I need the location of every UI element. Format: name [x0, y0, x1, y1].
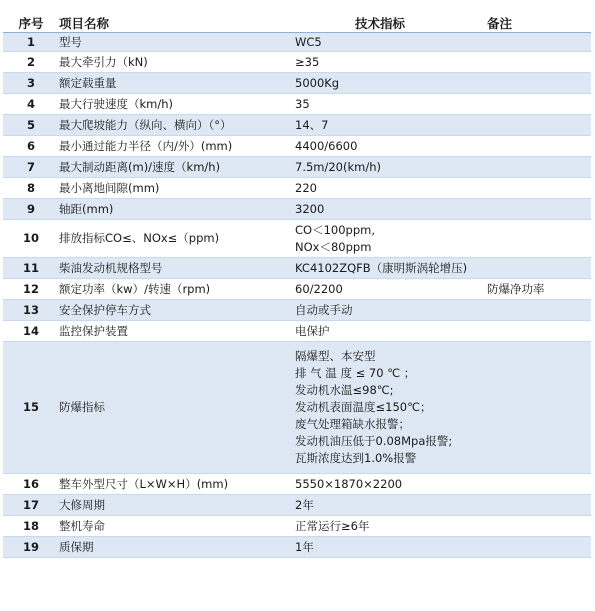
row-item-name: 大修周期: [59, 495, 291, 516]
row-note: [487, 178, 591, 199]
table-row: [3, 33, 591, 52]
spec-line: 电保护: [295, 323, 330, 338]
row-note: [487, 73, 591, 94]
row-number: 7: [3, 157, 59, 178]
header-spec: 技术指标: [291, 13, 487, 33]
spec-line: 1年: [295, 539, 314, 554]
spec-line: 发动机表面温度≤150℃；: [295, 400, 432, 414]
row-note: [487, 52, 591, 73]
table-row: [3, 516, 591, 537]
table-row: [3, 220, 591, 258]
table-row: [3, 279, 591, 300]
table-row: [3, 342, 591, 474]
spec-table: [3, 13, 591, 558]
row-number: 17: [3, 495, 59, 516]
row-item-name: 轴距(mm): [59, 199, 291, 220]
row-note: [487, 136, 591, 157]
row-spec: [291, 495, 487, 516]
table-row: [3, 157, 591, 178]
row-item-name: 监控保护装置: [59, 321, 291, 342]
row-spec: [291, 220, 487, 258]
spec-line: 自动或手动: [295, 302, 353, 317]
row-item-name: 整车外型尺寸（L×W×H）(mm): [59, 474, 291, 495]
table-row: [3, 537, 591, 558]
row-spec: [291, 178, 487, 199]
spec-line: ≥35: [295, 54, 320, 69]
row-item-name: 整机寿命: [59, 516, 291, 537]
row-item-name: 最大制动距离(m)/速度（km/h): [59, 157, 291, 178]
row-item-name: 最小离地间隙(mm): [59, 178, 291, 199]
table-row: [3, 136, 591, 157]
row-spec: [291, 94, 487, 115]
row-note: [487, 474, 591, 495]
row-item-name: 型号: [59, 33, 291, 52]
header-item: 项目名称: [59, 13, 291, 33]
table-row: [3, 300, 591, 321]
row-spec: [291, 537, 487, 558]
row-note: [487, 199, 591, 220]
table-row: [3, 495, 591, 516]
row-item-name: 质保期: [59, 537, 291, 558]
row-spec: [291, 342, 487, 474]
row-number: 3: [3, 73, 59, 94]
row-number: 12: [3, 279, 59, 300]
spec-line: 排 气 温 度 ≤ 70 ℃ ；: [295, 366, 416, 380]
table-row: [3, 94, 591, 115]
spec-line: 2年: [295, 497, 314, 512]
row-spec: [291, 279, 487, 300]
row-item-name: 最大爬坡能力（纵向、横向）（°）: [59, 115, 291, 136]
spec-line: KC4102ZQFB（康明斯涡轮增压): [295, 260, 468, 275]
spec-line: CO＜100ppm,: [295, 222, 375, 237]
row-spec: [291, 157, 487, 178]
row-spec: [291, 300, 487, 321]
row-item-name: 安全保护停车方式: [59, 300, 291, 321]
spec-line: 瓦斯浓度达到1.0%报警: [295, 451, 417, 465]
row-item-name: 额定载重量: [59, 73, 291, 94]
row-note: [487, 342, 591, 474]
header-note: 备注: [487, 13, 591, 33]
row-number: 15: [3, 342, 59, 474]
row-number: 8: [3, 178, 59, 199]
table-header-row: [3, 13, 591, 33]
spec-line: 发动机油压低于0.08Mpa报警;: [295, 434, 453, 448]
row-number: 14: [3, 321, 59, 342]
spec-line: 4400/6600: [295, 138, 358, 153]
table-row: [3, 321, 591, 342]
table-row: [3, 178, 591, 199]
row-spec: [291, 73, 487, 94]
table-row: [3, 474, 591, 495]
spec-line: NOx＜80ppm: [295, 239, 372, 254]
spec-line: 3200: [295, 201, 325, 216]
row-note: [487, 157, 591, 178]
spec-line: 14、7: [295, 117, 329, 132]
row-note: [487, 258, 591, 279]
row-item-name: 额定功率（kw）/转速（rpm): [59, 279, 291, 300]
table-row: [3, 52, 591, 73]
spec-line: 5000Kg: [295, 75, 340, 90]
row-note: [487, 33, 591, 52]
spec-line: 正常运行≥6年: [295, 518, 370, 533]
row-note: [487, 300, 591, 321]
table-body: [3, 33, 591, 558]
table-row: [3, 258, 591, 279]
row-item-name: 最大牵引力（kN): [59, 52, 291, 73]
row-spec: [291, 516, 487, 537]
spec-line: WC5: [295, 34, 322, 49]
row-note: [487, 495, 591, 516]
row-spec: [291, 115, 487, 136]
spec-line: 废气处理箱缺水报警；: [295, 417, 410, 431]
spec-line: 发动机水温≤98℃;: [295, 383, 394, 397]
table-row: [3, 115, 591, 136]
table-row: [3, 199, 591, 220]
spec-line: 35: [295, 96, 310, 111]
row-number: 19: [3, 537, 59, 558]
spec-line: 7.5m/20(km/h): [295, 159, 381, 174]
row-note: [487, 94, 591, 115]
row-item-name: 最小通过能力半径（内/外）(mm): [59, 136, 291, 157]
row-spec: [291, 258, 487, 279]
row-note: 防爆净功率: [487, 279, 591, 300]
row-number: 4: [3, 94, 59, 115]
row-spec: [291, 321, 487, 342]
header-no: 序号: [3, 13, 59, 33]
row-note: [487, 115, 591, 136]
row-item-name: 防爆指标: [59, 342, 291, 474]
row-number: 10: [3, 220, 59, 258]
row-number: 1: [3, 33, 59, 52]
row-number: 18: [3, 516, 59, 537]
spec-line: 220: [295, 180, 317, 195]
row-spec: [291, 52, 487, 73]
row-note: [487, 321, 591, 342]
row-number: 16: [3, 474, 59, 495]
row-number: 5: [3, 115, 59, 136]
row-number: 9: [3, 199, 59, 220]
spec-line: 60/2200: [295, 281, 343, 296]
row-number: 2: [3, 52, 59, 73]
row-note: [487, 537, 591, 558]
row-note: [487, 516, 591, 537]
row-note: [487, 220, 591, 258]
row-spec: [291, 199, 487, 220]
row-spec: [291, 33, 487, 52]
row-item-name: 排放指标CO≤、NOx≤（ppm): [59, 220, 291, 258]
spec-line: 隔爆型、本安型: [295, 349, 376, 363]
spec-line: 5550×1870×2200: [295, 476, 403, 491]
row-spec: [291, 474, 487, 495]
row-number: 6: [3, 136, 59, 157]
table-row: [3, 73, 591, 94]
row-item-name: 柴油发动机规格型号: [59, 258, 291, 279]
row-spec: [291, 136, 487, 157]
row-number: 11: [3, 258, 59, 279]
row-number: 13: [3, 300, 59, 321]
row-item-name: 最大行驶速度（km/h): [59, 94, 291, 115]
